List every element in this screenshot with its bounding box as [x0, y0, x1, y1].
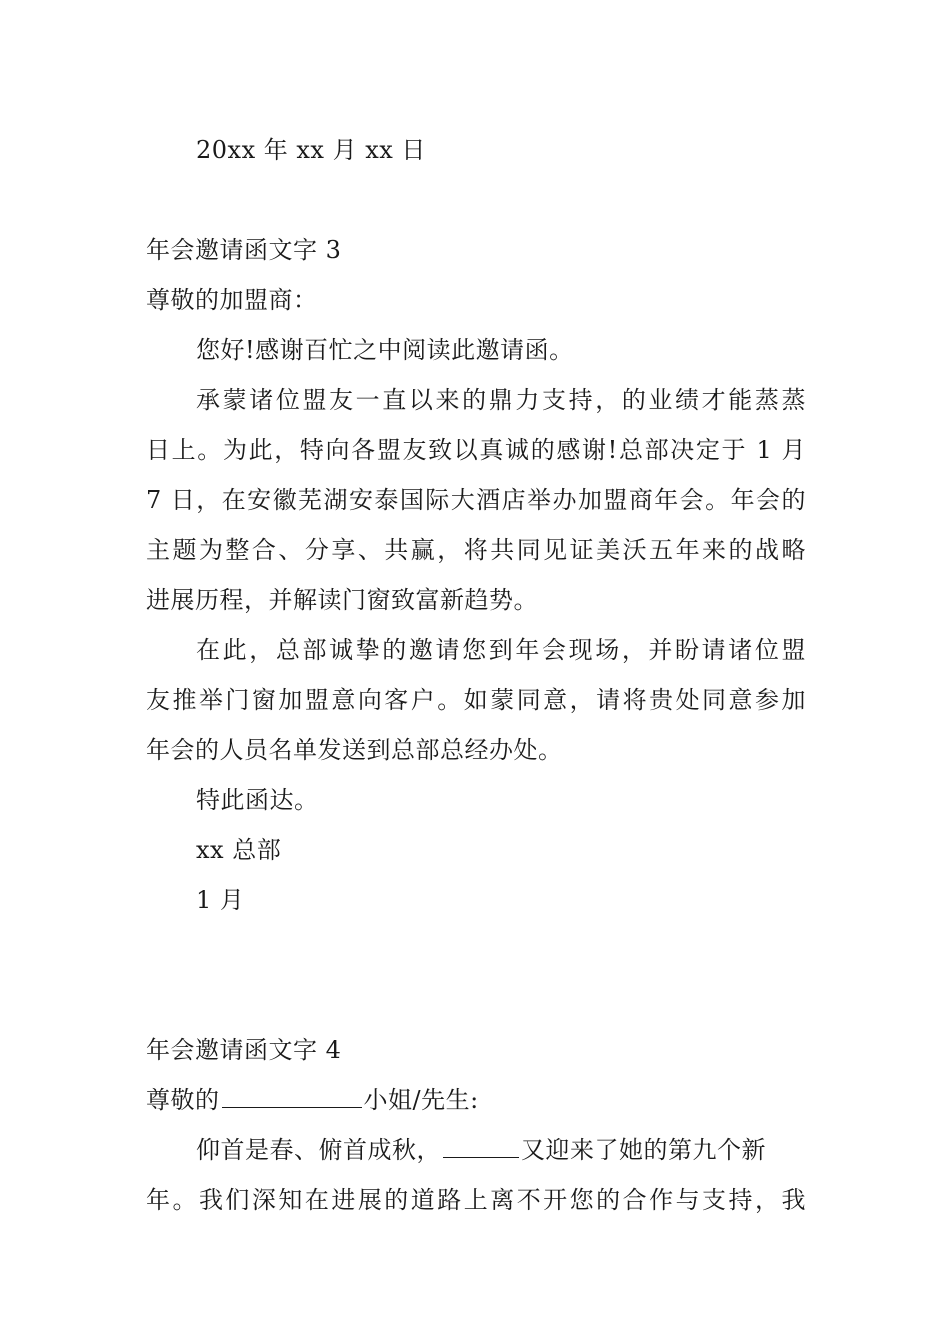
section4-salutation [146, 1085, 479, 1115]
section4-para1-line2: 年。我们深知在进展的道路上离不开您的合作与支持，我 [146, 1186, 806, 1214]
section3-greeting: 您好!感谢百忙之中阅读此邀请函。 [196, 336, 574, 364]
section3-para2-line3: 年会的人员名单发送到总部总经办处。 [146, 736, 563, 764]
section4-heading: 年会邀请函文字 4 [146, 1036, 342, 1064]
section3-para2-line1: 在此，总部诚挚的邀请您到年会现场，并盼请诸位盟 [196, 636, 806, 664]
section3-signature: xx 总部 [196, 836, 282, 864]
para1-suffix: 又迎来了她的第九个新 [521, 1136, 766, 1164]
section3-heading: 年会邀请函文字 3 [146, 236, 342, 264]
section3-para2-line2: 友推举门窗加盟意向客户。如蒙同意，请将贵处同意参加 [146, 686, 806, 714]
section3-para1-line2: 日上。为此，特向各盟友致以真诚的感谢!总部决定于 1 月 [146, 436, 806, 464]
section3-closing: 特此函达。 [196, 786, 319, 814]
para1-prefix: 仰首是春、俯首成秋， [196, 1136, 441, 1164]
section3-para1-line4: 主题为整合、分享、共赢，将共同见证美沃五年来的战略 [146, 536, 806, 564]
salutation-suffix: 小姐/先生: [363, 1086, 479, 1114]
section3-date: 1 月 [196, 886, 245, 914]
section3-salutation: 尊敬的加盟商： [146, 286, 318, 314]
section3-para1-line1: 承蒙诸位盟友一直以来的鼎力支持，的业绩才能蒸蒸 [196, 386, 806, 414]
company-name-blank [443, 1135, 519, 1158]
section3-para1-line5: 进展历程，并解读门窗致富新趋势。 [146, 586, 538, 614]
section3-para1-line3: 7 日，在安徽芜湖安泰国际大酒店举办加盟商年会。年会的 [146, 486, 806, 514]
date-line: 20xx 年 xx 月 xx 日 [196, 136, 426, 164]
section4-para1-line1 [196, 1135, 766, 1165]
salutation-prefix: 尊敬的 [146, 1086, 220, 1114]
recipient-name-blank [222, 1085, 362, 1108]
